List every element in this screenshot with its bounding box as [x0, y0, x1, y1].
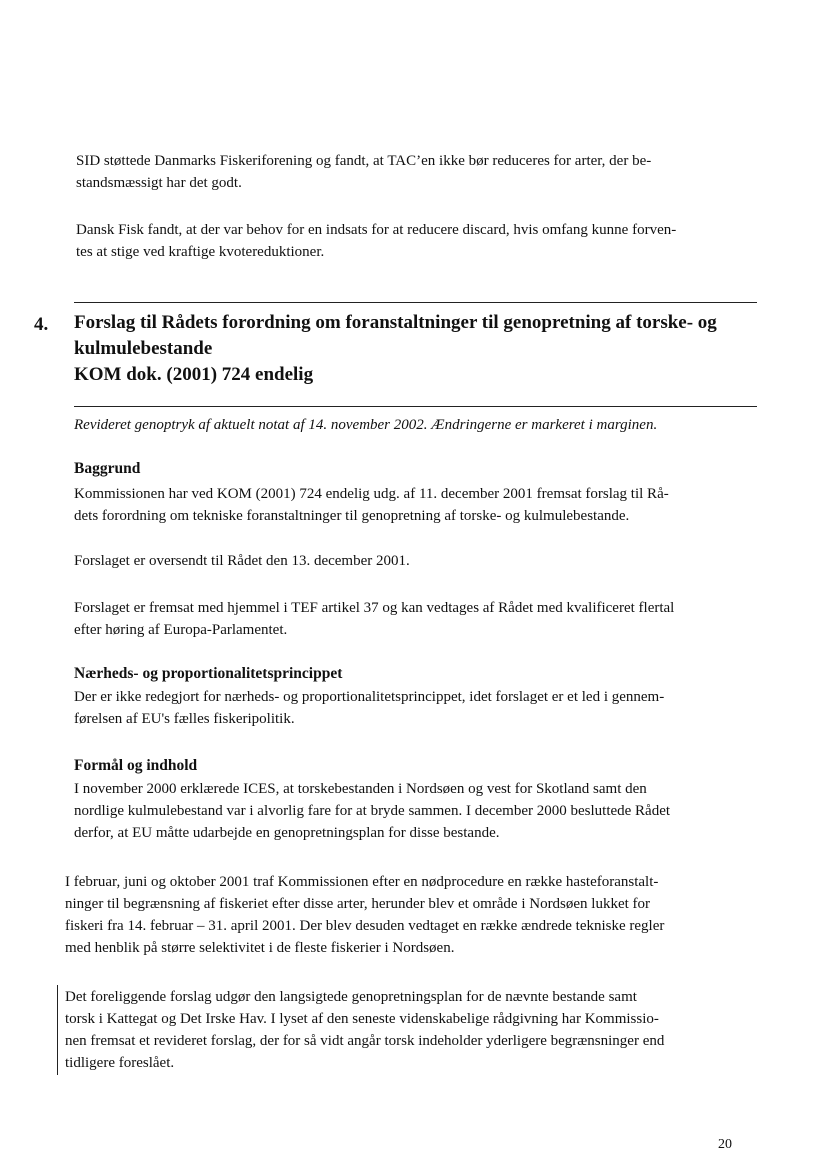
text-line: I november 2000 erklærede ICES, at torskebestanden i Nordsøen og vest for Skotland samt den [74, 781, 647, 797]
formaal-heading: Formål og indhold [74, 757, 198, 774]
text-line: førelsen af EU's fælles fiskeripolitik. [74, 711, 295, 727]
section-title-line: Forslag til Rådets forordning om foranstaltninger til genopretning af torske- og [74, 312, 717, 333]
text-line: Der er ikke redegjort for nærheds- og proportionalitetsprincippet, idet forslaget er et led i gennem- [74, 689, 665, 705]
section-bottom-rule [74, 406, 757, 407]
formaal-paragraph-1 [74, 778, 670, 844]
section-title [74, 310, 717, 388]
baggrund-heading: Baggrund [74, 460, 141, 477]
intro-paragraph-1 [76, 150, 651, 194]
text-line: derfor, at EU måtte udarbejde en genopretningsplan for disse bestande. [74, 825, 500, 841]
page-number: 20 [718, 1137, 732, 1152]
text-line: ninger til begrænsning af fiskeriet efter disse arter, herunder blev et område i Nordsøen lukket for [65, 896, 651, 912]
revision-note: Revideret genoptryk af aktuelt notat af 14. november 2002. Ændringerne er markeret i marginen. [74, 417, 658, 433]
naerhed-heading: Nærheds- og proportionalitetsprincippet [74, 665, 343, 682]
intro-paragraph-2 [76, 219, 676, 263]
section-number: 4. [34, 314, 49, 335]
formaal-paragraph-2 [65, 871, 664, 959]
text-line: I februar, juni og oktober 2001 traf Kommissionen efter en nødprocedure en række hasteforanstalt- [65, 874, 659, 890]
section-title-line: kulmulebestande [74, 338, 213, 359]
revision-margin-mark [57, 985, 58, 1075]
section-top-rule [74, 302, 757, 303]
text-line: dets forordning om tekniske foranstaltninger til genopretning af torske- og kulmulebestande. [74, 508, 630, 524]
text-line: med henblik på større selektivitet i de fleste fiskerier i Nordsøen. [65, 940, 455, 956]
text-line: fiskeri fra 14. februar – 31. april 2001. Der blev desuden vedtaget en række ændrede tekniske regler [65, 918, 665, 934]
text-line: nen fremsat et revideret forslag, der for så vidt angår torsk indeholder yderligere begrænsninger end [65, 1033, 665, 1049]
baggrund-paragraph-3 [74, 597, 674, 641]
text-line: tidligere foreslået. [65, 1055, 175, 1071]
text-line: Forslaget er oversendt til Rådet den 13. december 2001. [74, 553, 410, 569]
text-line: torsk i Kattegat og Det Irske Hav. I lyset af den seneste videnskabelige rådgivning har Kommissio- [65, 1011, 659, 1027]
text-line: tes at stige ved kraftige kvotereduktioner. [76, 244, 325, 260]
text-line: Det foreliggende forslag udgør den langsigtede genopretningsplan for de nævnte bestande samt [65, 989, 637, 1005]
text-line: Forslaget er fremsat med hjemmel i TEF artikel 37 og kan vedtages af Rådet med kvalificeret flertal [74, 600, 675, 616]
baggrund-paragraph-2 [74, 550, 410, 572]
baggrund-paragraph-1 [74, 483, 669, 527]
text-line: nordlige kulmulebestand var i alvorlig fare for at bryde sammen. I december 2000 besluttede Rådet [74, 803, 671, 819]
text-line: standsmæssigt har det godt. [76, 175, 242, 191]
text-line: efter høring af Europa-Parlamentet. [74, 622, 288, 638]
text-line: Dansk Fisk fandt, at der var behov for en indsats for at reducere discard, hvis omfang kunne forven- [76, 222, 677, 238]
text-line: Kommissionen har ved KOM (2001) 724 endelig udg. af 11. december 2001 fremsat forslag til Rå- [74, 486, 669, 502]
section-title-line: KOM dok. (2001) 724 endelig [74, 364, 314, 385]
naerhed-paragraph-1 [74, 686, 664, 730]
text-line: SID støttede Danmarks Fiskeriforening og fandt, at TAC’en ikke bør reduceres for arter, der be- [76, 153, 652, 169]
formaal-paragraph-3 [65, 986, 664, 1074]
